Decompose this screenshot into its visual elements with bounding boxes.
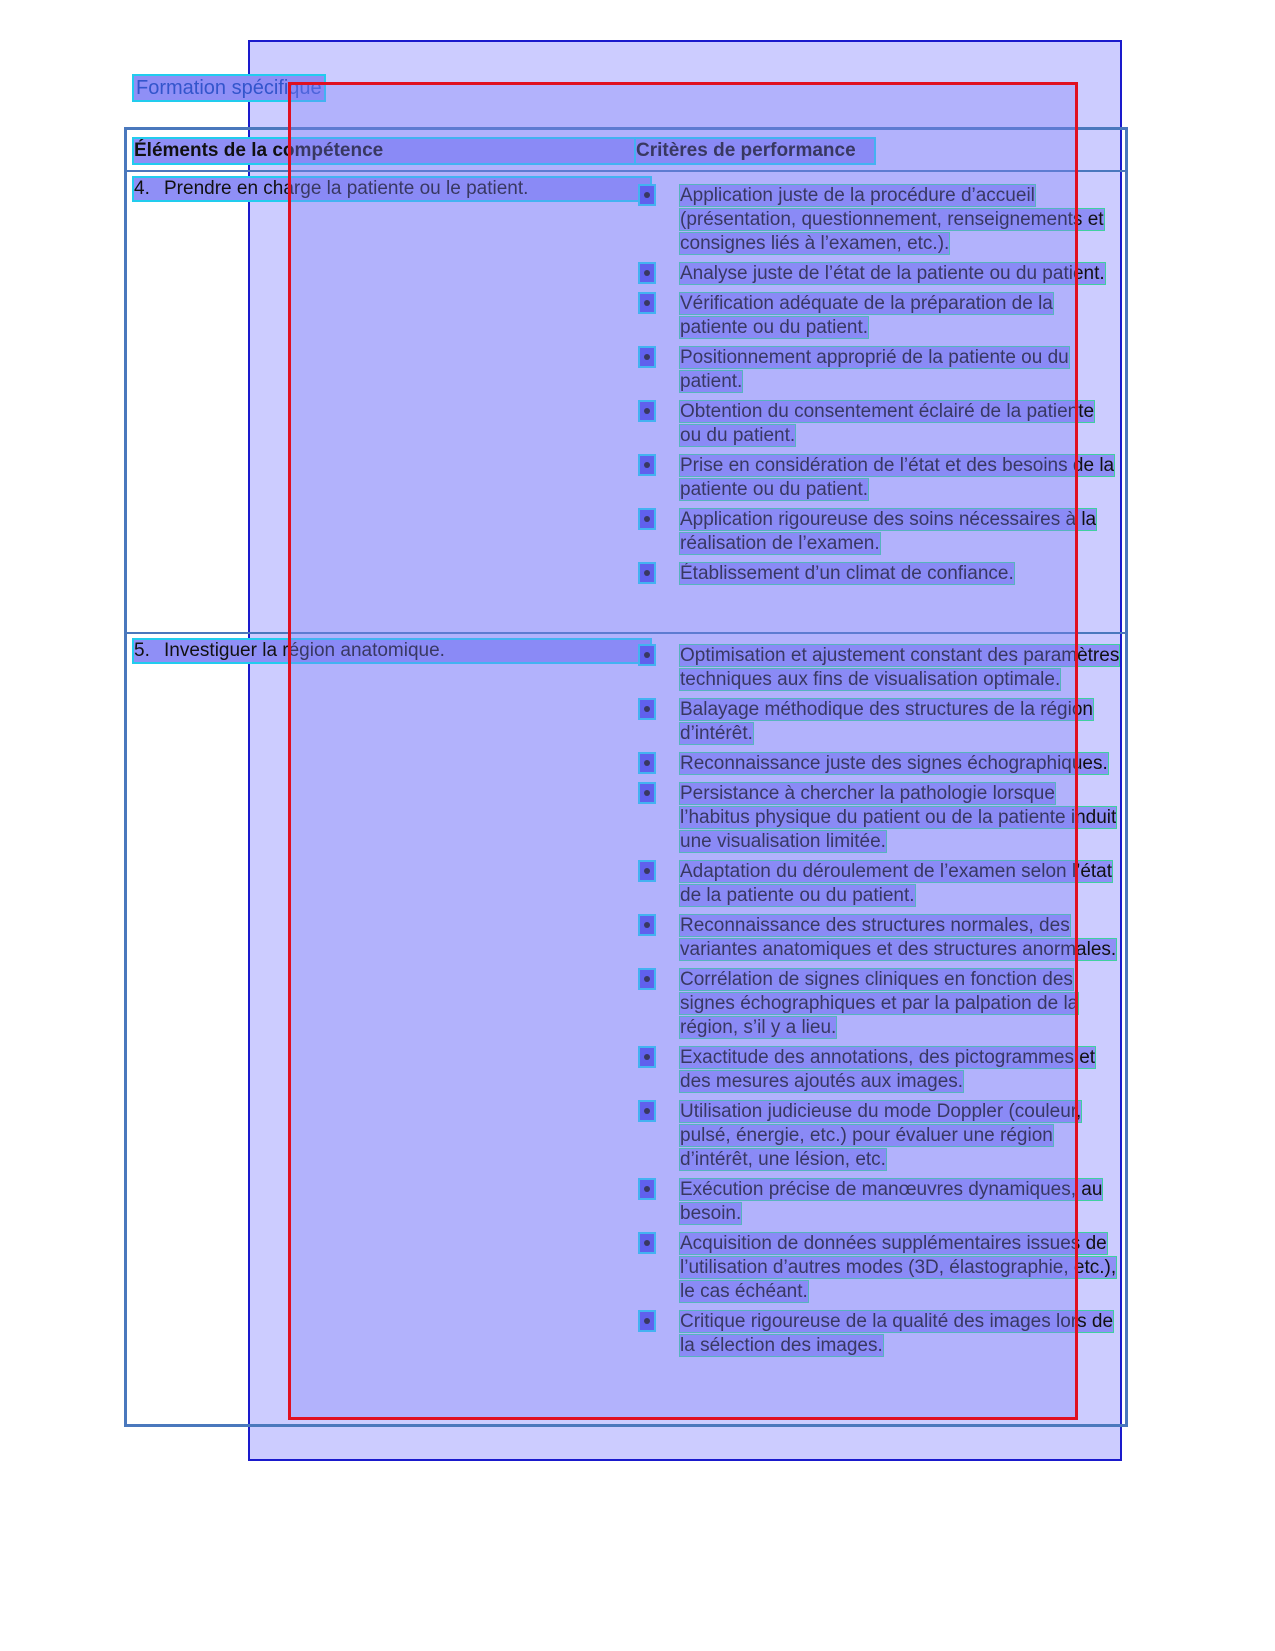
list-item: Corrélation de signes cliniques en fonction des signes échographiques et par la palpation de la région, s’il y a lieu. [640, 968, 1120, 1040]
element-text: Prendre en charge la patiente ou le patient. [164, 178, 529, 199]
list-item: Établissement d’un climat de confiance. [640, 562, 1120, 586]
criteria-list-4 [640, 184, 1120, 592]
element-4 [134, 178, 650, 200]
bullet-icon [640, 916, 654, 934]
list-item: Analyse juste de l’état de la patiente ou du patient. [640, 262, 1120, 286]
list-item: Application rigoureuse des soins nécessaires à la réalisation de l’examen. [640, 508, 1120, 556]
bullet-icon [640, 564, 654, 582]
bullet-icon [640, 754, 654, 772]
bullet-icon [640, 348, 654, 366]
list-item: Utilisation judicieuse du mode Doppler (couleur, pulsé, énergie, etc.) pour évaluer une région d’intérêt, une lésion, etc. [640, 1100, 1120, 1172]
bullet-icon [640, 294, 654, 312]
bullet-icon [640, 1312, 654, 1330]
header-criteria: Critères de performance [636, 139, 874, 163]
list-item: Critique rigoureuse de la qualité des images lors de la sélection des images. [640, 1310, 1120, 1358]
list-item: Vérification adéquate de la préparation de la patiente ou du patient. [640, 292, 1120, 340]
bullet-icon [640, 1180, 654, 1198]
element-5 [134, 640, 650, 662]
bullet-icon [640, 402, 654, 420]
list-item: Persistance à chercher la pathologie lorsque l’habitus physique du patient ou de la patiente induit une visualisation limitée. [640, 782, 1120, 854]
bullet-icon [640, 970, 654, 988]
list-item: Optimisation et ajustement constant des paramètres techniques aux fins de visualisation optimale. [640, 644, 1120, 692]
bullet-icon [640, 264, 654, 282]
bullet-icon [640, 1102, 654, 1120]
bullet-icon [640, 784, 654, 802]
list-item: Prise en considération de l’état et des besoins de la patiente ou du patient. [640, 454, 1120, 502]
list-item: Obtention du consentement éclairé de la patiente ou du patient. [640, 400, 1120, 448]
bullet-icon [640, 1234, 654, 1252]
list-item: Positionnement approprié de la patiente ou du patient. [640, 346, 1120, 394]
bullet-icon [640, 700, 654, 718]
bullet-icon [640, 456, 654, 474]
criteria-list-5 [640, 644, 1120, 1364]
list-item: Exécution précise de manœuvres dynamiques, au besoin. [640, 1178, 1120, 1226]
bullet-icon [640, 510, 654, 528]
element-text: Investiguer la région anatomique. [164, 640, 445, 661]
table-divider [124, 632, 1128, 634]
bullet-icon [640, 862, 654, 880]
list-item: Reconnaissance des structures normales, des variantes anatomiques et des structures anormales. [640, 914, 1120, 962]
bullet-icon [640, 186, 654, 204]
header-elements: Éléments de la compétence [134, 139, 636, 163]
table-divider [124, 170, 1128, 172]
element-number: 5. [134, 640, 150, 661]
bullet-icon [640, 646, 654, 664]
list-item: Reconnaissance juste des signes échographiques. [640, 752, 1120, 776]
element-number: 4. [134, 178, 150, 199]
bullet-icon [640, 1048, 654, 1066]
section-title: Formation spécifique [136, 77, 322, 99]
list-item: Acquisition de données supplémentaires issues de l’utilisation d’autres modes (3D, élastographie, etc.), le cas échéant. [640, 1232, 1120, 1304]
list-item: Exactitude des annotations, des pictogrammes et des mesures ajoutés aux images. [640, 1046, 1120, 1094]
list-item: Adaptation du déroulement de l’examen selon l’état de la patiente ou du patient. [640, 860, 1120, 908]
list-item: Balayage méthodique des structures de la région d’intérêt. [640, 698, 1120, 746]
list-item: Application juste de la procédure d’accueil (présentation, questionnement, renseignements et consignes liés à l’examen, etc.). [640, 184, 1120, 256]
